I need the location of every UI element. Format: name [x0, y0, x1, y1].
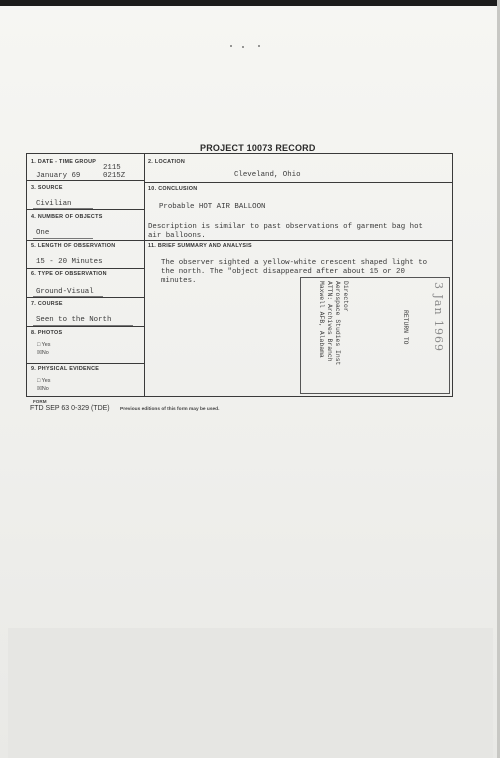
photos-yes-checkbox[interactable]: □ Yes: [37, 342, 51, 348]
conclusion-note-line-2: air balloons.: [148, 232, 206, 240]
speck: [242, 46, 244, 48]
date-time-group-label: 1. DATE - TIME GROUP: [31, 159, 97, 165]
row-divider: [27, 297, 144, 298]
physical-evidence-yes-checkbox[interactable]: □ Yes: [37, 378, 51, 384]
summary-line-2: the north. The "object disappeared after about 15 or 20: [161, 268, 405, 276]
row-divider: [27, 180, 144, 181]
photos-no-checkbox[interactable]: ☒No: [37, 350, 49, 356]
footer-form-label: FORM: [33, 399, 47, 404]
conclusion-label: 10. CONCLUSION: [148, 186, 198, 192]
physical-evidence-no-checkbox[interactable]: ☒No: [37, 386, 49, 392]
physical-evidence-label: 9. PHYSICAL EVIDENCE: [31, 366, 100, 372]
return-address-line-2: Aerospace Studies Inst: [334, 281, 341, 366]
number-of-objects-label: 4. NUMBER OF OBJECTS: [31, 214, 103, 220]
type-of-observation-label: 6. TYPE OF OBSERVATION: [31, 271, 107, 277]
footer-previous-editions: Previous editions of this form may be used.: [120, 407, 220, 412]
source-label: 3. SOURCE: [31, 185, 63, 191]
conclusion-note-line-1: Description is similar to past observations of garment bag hot: [148, 223, 423, 231]
speck: [258, 45, 260, 47]
scan-top-edge: [0, 0, 500, 6]
course-underline: [33, 325, 133, 326]
date-time-group-zulu: 0215Z: [103, 172, 126, 180]
length-of-observation-label: 5. LENGTH OF OBSERVATION: [31, 243, 116, 249]
photos-label: 8. PHOTOS: [31, 330, 63, 336]
row-divider: [27, 268, 144, 269]
column-divider: [144, 154, 145, 396]
number-of-objects-value: One: [36, 229, 50, 237]
type-of-observation-value: Ground-Visual: [36, 288, 94, 296]
date-time-group-time: 2115: [103, 164, 121, 172]
date-time-group-date: January 69: [36, 172, 81, 180]
course-label: 7. COURSE: [31, 301, 63, 307]
row-divider: [145, 182, 452, 183]
number-of-objects-underline: [33, 238, 93, 239]
location-label: 2. LOCATION: [148, 159, 186, 165]
return-to-stamp: [300, 277, 450, 394]
source-value: Civilian: [36, 200, 72, 208]
return-to-heading: RETURN TO: [402, 310, 409, 345]
project-title: PROJECT 10073 RECORD: [200, 143, 316, 153]
return-address-line-4: Maxwell AFB, Alabama: [318, 281, 325, 358]
source-underline: [33, 208, 93, 209]
type-of-observation-underline: [33, 296, 103, 297]
length-of-observation-value: 15 - 20 Minutes: [36, 258, 103, 266]
handwritten-date: 3 Jan 1969: [432, 282, 445, 353]
return-address-line-3: ATTN: Archives Branch: [326, 281, 333, 362]
scan-bottom-band: [8, 628, 493, 758]
row-divider: [27, 240, 452, 241]
summary-line-1: The observer sighted a yellow-white crescent shaped light to: [161, 259, 428, 267]
summary-line-3: minutes.: [161, 277, 197, 285]
row-divider: [27, 363, 144, 364]
course-value: Seen to the North: [36, 316, 112, 324]
row-divider: [27, 326, 144, 327]
conclusion-value: Probable HOT AIR BALLOON: [159, 203, 266, 211]
footer-form-code: FTD SEP 63 0-329 (TDE): [30, 405, 110, 412]
summary-label: 11. BRIEF SUMMARY AND ANALYSIS: [148, 243, 252, 249]
speck: [230, 45, 232, 47]
row-divider: [27, 209, 144, 210]
return-address-line-1: Director: [342, 281, 349, 312]
location-value: Cleveland, Ohio: [234, 171, 301, 179]
